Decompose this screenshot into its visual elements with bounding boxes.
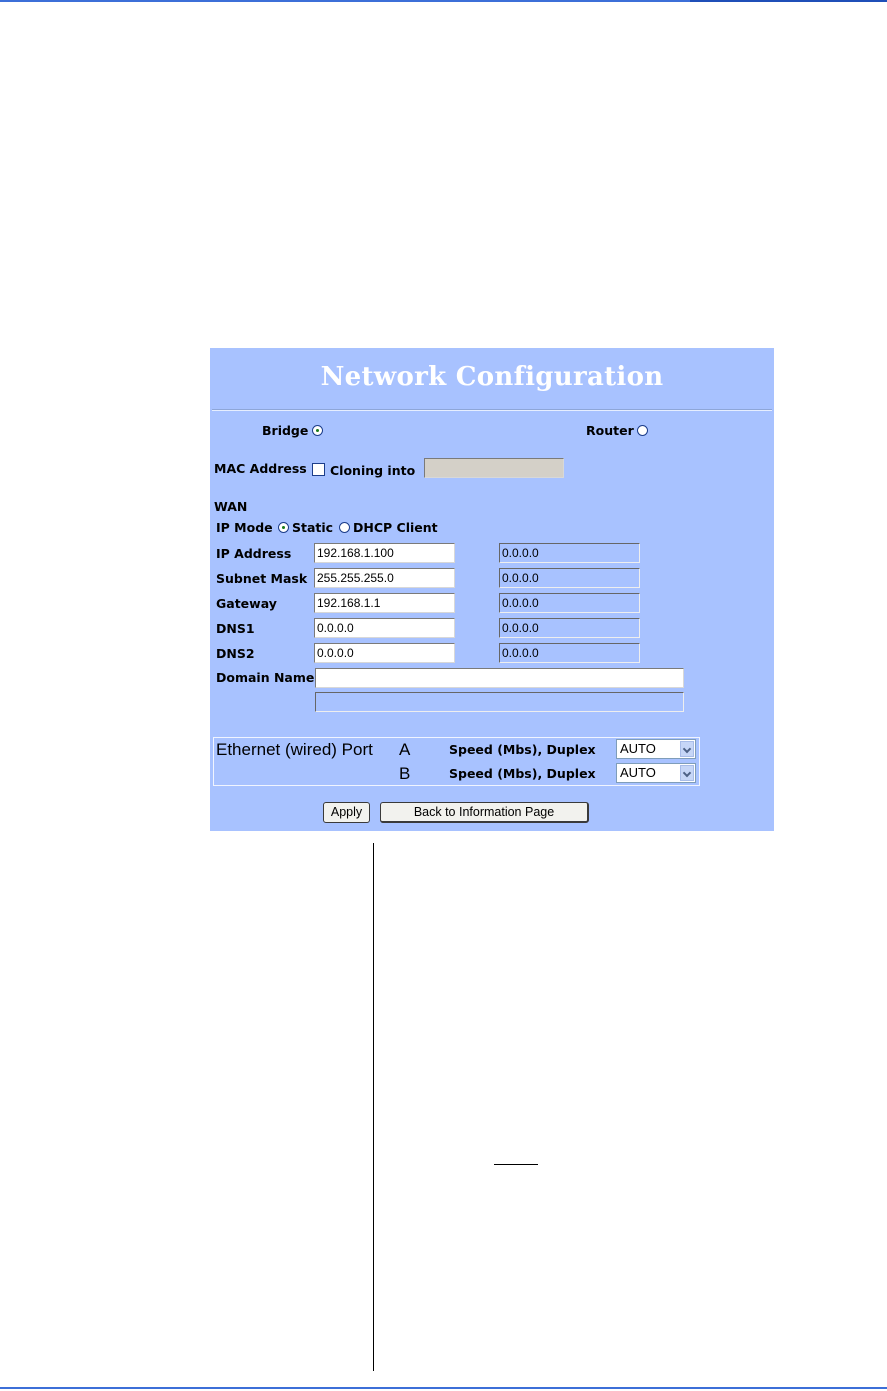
cloning-into-label: Cloning into — [330, 463, 416, 478]
bridge-radio[interactable] — [312, 425, 323, 436]
port-b-duplex-value: AUTO — [620, 765, 656, 780]
dns1-input[interactable]: 0.0.0.0 — [314, 618, 455, 638]
static-label: Static — [292, 520, 334, 535]
gateway-input[interactable]: 192.168.1.1 — [314, 593, 455, 613]
title-divider — [212, 409, 772, 411]
port-a-duplex-value: AUTO — [620, 741, 656, 756]
top-rule — [0, 0, 887, 2]
domain-name-input[interactable] — [315, 668, 684, 688]
underline-mark — [494, 1164, 538, 1165]
static-radio[interactable] — [278, 522, 289, 533]
port-a-duplex-select[interactable] — [616, 739, 696, 759]
dns2-input[interactable]: 0.0.0.0 — [314, 643, 455, 663]
router-radio[interactable] — [637, 425, 648, 436]
ip-address-label: IP Address — [216, 546, 292, 561]
port-a-speed-label: Speed (Mbs), Duplex — [449, 742, 596, 757]
chevron-down-icon[interactable] — [680, 741, 694, 757]
bridge-label: Bridge — [262, 423, 309, 438]
vertical-divider — [373, 843, 374, 1371]
router-label: Router — [586, 423, 634, 438]
ip-address-current: 0.0.0.0 — [499, 543, 640, 563]
domain-name-current — [315, 692, 684, 712]
page-title: Network Configuration — [320, 362, 664, 392]
wan-heading: WAN — [214, 499, 248, 514]
gateway-current: 0.0.0.0 — [499, 593, 640, 613]
dns2-current: 0.0.0.0 — [499, 643, 640, 663]
ethernet-port-label: Ethernet (wired) Port — [216, 740, 373, 759]
port-a-label: A — [399, 740, 411, 759]
subnet-mask-label: Subnet Mask — [216, 571, 308, 586]
dns1-label: DNS1 — [216, 621, 255, 636]
back-to-information-button[interactable]: Back to Information Page — [380, 802, 589, 823]
gateway-label: Gateway — [216, 596, 277, 611]
subnet-mask-input[interactable]: 255.255.255.0 — [314, 568, 455, 588]
chevron-down-icon[interactable] — [680, 765, 694, 781]
dhcp-client-radio[interactable] — [339, 522, 350, 533]
mac-clone-input[interactable] — [424, 458, 564, 478]
ip-mode-label: IP Mode — [216, 520, 273, 535]
subnet-mask-current: 0.0.0.0 — [499, 568, 640, 588]
mac-cloning-checkbox[interactable] — [312, 463, 325, 476]
dns1-current: 0.0.0.0 — [499, 618, 640, 638]
domain-name-label: Domain Name — [216, 670, 315, 685]
dhcp-client-label: DHCP Client — [353, 520, 438, 535]
network-config-panel — [210, 348, 774, 831]
mac-address-label: MAC Address — [214, 461, 307, 476]
apply-button[interactable]: Apply — [323, 802, 370, 823]
top-rule-accent — [690, 0, 887, 2]
port-b-duplex-select[interactable] — [616, 763, 696, 783]
port-b-speed-label: Speed (Mbs), Duplex — [449, 766, 596, 781]
port-b-label: B — [399, 764, 411, 783]
bottom-rule — [0, 1387, 887, 1389]
ip-address-input[interactable]: 192.168.1.100 — [314, 543, 455, 563]
dns2-label: DNS2 — [216, 646, 255, 661]
